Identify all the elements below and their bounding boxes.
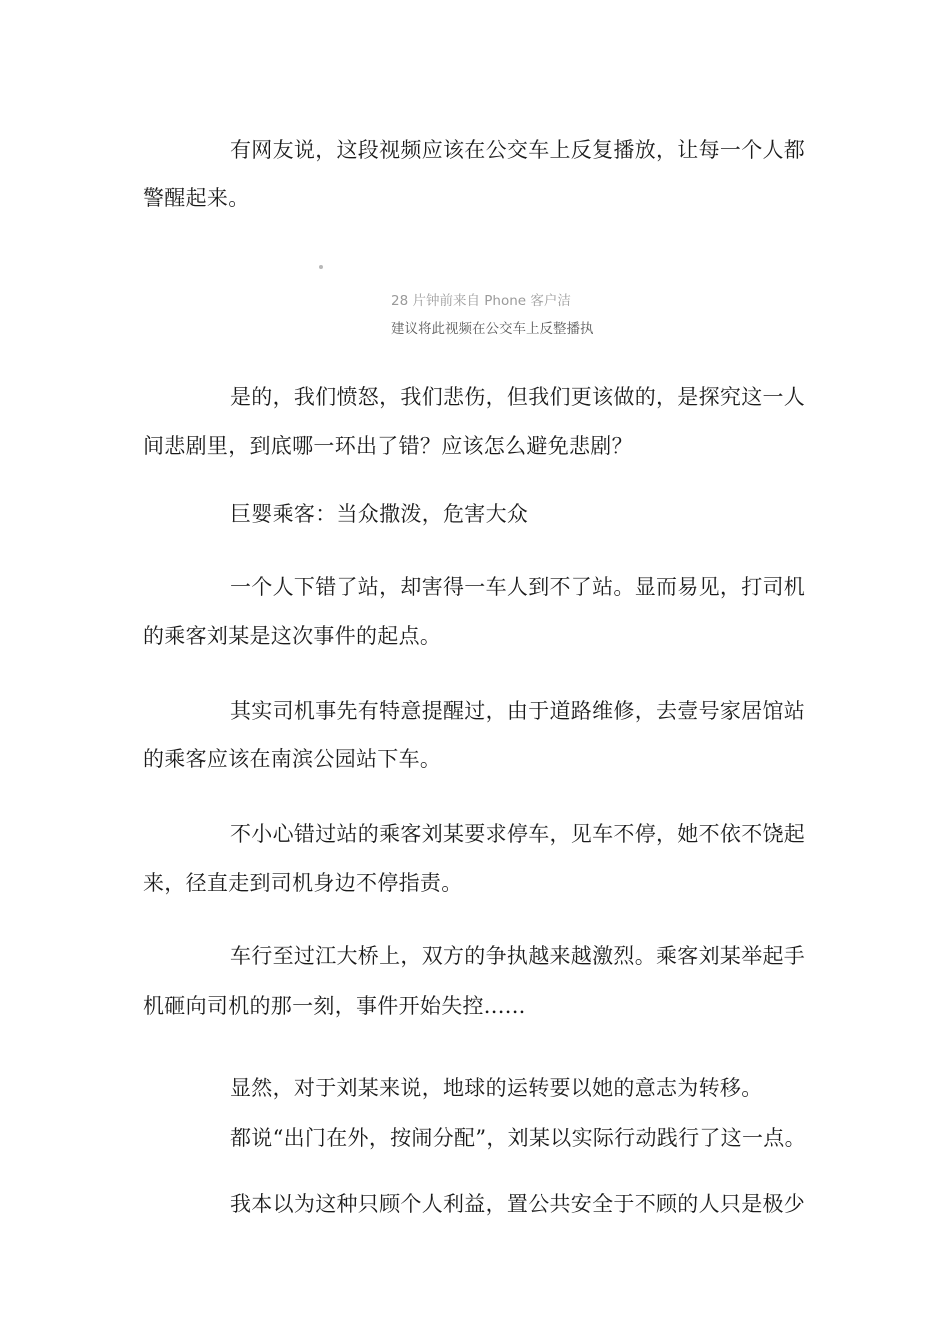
section-heading: 巨婴乘客：当众撒泼，危害大众 [230,502,529,526]
paragraph-3-line-1: 一个人下错了站，却害得一车人到不了站。显而易见，打司机 [230,575,806,599]
paragraph-2-line-1: 是的，我们愤怒，我们悲伤，但我们更该做的，是探究这一人 [230,385,806,409]
image-placeholder-dot [319,265,323,269]
paragraph-1-line-1: 有网友说，这段视频应该在公交车上反复播放，让每一个人都 [230,138,806,162]
paragraph-6-line-2: 机砸向司机的那一刻，事件开始失控...... [143,994,526,1018]
paragraph-3-line-2: 的乘客刘某是这次事件的起点。 [143,624,442,648]
paragraph-1-line-2: 警醒起来。 [143,186,250,210]
paragraph-4-line-2: 的乘客应该在南滨公园站下车。 [143,747,442,771]
paragraph-5-line-2: 来，径直走到司机身边不停指责。 [143,871,463,895]
paragraph-5-line-1: 不小心错过站的乘客刘某要求停车，见车不停，她不依不饶起 [230,822,806,846]
comment-text: 建议将此视频在公交车上反整播执 [391,321,594,337]
paragraph-7-line-2: 都说“出门在外，按闹分配”，刘某以实际行动践行了这一点。 [230,1126,806,1150]
paragraph-8-line-1: 我本以为这种只顾个人利益，置公共安全于不顾的人只是极少 [230,1192,806,1216]
paragraph-7-line-1: 显然，对于刘某来说，地球的运转要以她的意志为转移。 [230,1076,763,1100]
comment-meta: 28 片钟前来自 Phone 客户洁 [391,293,571,309]
paragraph-4-line-1: 其实司机事先有特意提醒过，由于道路维修，去壹号家居馆站 [230,699,806,723]
paragraph-2-line-2: 间悲剧里，到底哪一环出了错？应该怎么避免悲剧？ [143,434,633,458]
paragraph-6-line-1: 车行至过江大桥上，双方的争执越来越激烈。乘客刘某举起手 [230,944,806,968]
